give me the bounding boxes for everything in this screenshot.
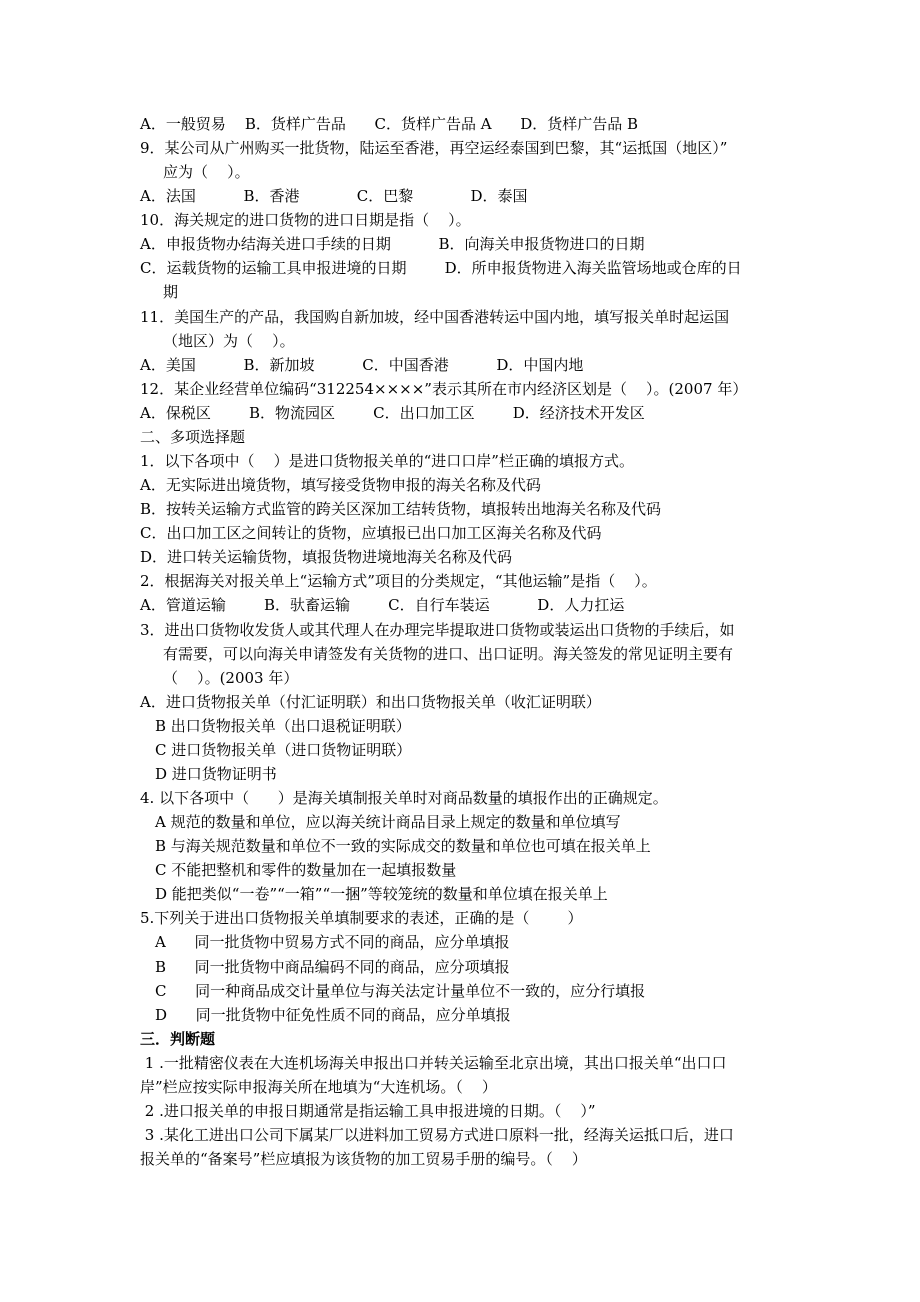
option-line: C 进口货物报关单（进口货物证明联） bbox=[155, 741, 412, 759]
question-line: 1 .一批精密仪表在大连机场海关申报出口并转关运输至北京出境，其出口报关单“出口口 bbox=[140, 1054, 727, 1072]
option-line: D 进口货物证明书 bbox=[155, 765, 277, 783]
question-line: （地区）为（ ）。 bbox=[163, 332, 295, 350]
option-line: A 规范的数量和单位，应以海关统计商品目录上规定的数量和单位填写 bbox=[155, 813, 621, 831]
question-line: 岸”栏应按实际申报海关所在地填为“大连机场。（ ） bbox=[140, 1078, 497, 1096]
option-line: C．运载货物的运输工具申报进境的日期 D．所申报货物进入海关监管场地或仓库的日 bbox=[140, 259, 742, 277]
question-line: 4. 以下各项中（ ）是海关填制报关单时对商品数量的填报作出的正确规定。 bbox=[140, 789, 668, 807]
option-line: A．法国 B．香港 C．巴黎 D．泰国 bbox=[140, 187, 528, 205]
question-line: 3 .某化工进出口公司下属某厂以进料加工贸易方式进口原料一批，经海关运抵口后，进口 bbox=[140, 1126, 734, 1144]
question-line: 应为（ ）。 bbox=[163, 163, 250, 181]
option-line: A．进口货物报关单（付汇证明联）和出口货物报关单（收汇证明联） bbox=[140, 693, 601, 711]
option-line: C．出口加工区之间转让的货物，应填报已出口加工区海关名称及代码 bbox=[140, 524, 602, 542]
question-line: 2 .进口报关单的申报日期通常是指运输工具申报进境的日期。（ ）” bbox=[140, 1102, 596, 1120]
question-line: （ ）。(2003 年） bbox=[163, 669, 299, 687]
option-line: A．一般贸易 B．货样广告品 C．货样广告品 A D．货样广告品 B bbox=[140, 115, 639, 133]
question-line: 5.下列关于进出口货物报关单填制要求的表述，正确的是（ ） bbox=[140, 909, 583, 927]
question-line: 10．海关规定的进口货物的进口日期是指（ ）。 bbox=[140, 211, 471, 229]
section-heading: 二、多项选择题 bbox=[140, 428, 246, 446]
option-line: D．进口转关运输货物，填报货物进境地海关名称及代码 bbox=[140, 548, 513, 566]
question-line: 9．某公司从广州购买一批货物，陆运至香港，再空运经泰国到巴黎，其“运抵国（地区）” bbox=[140, 139, 728, 157]
option-line: D 同一批货物中征免性质不同的商品，应分单填报 bbox=[155, 1006, 511, 1024]
option-line: C 同一种商品成交计量单位与海关法定计量单位不一致的，应分行填报 bbox=[155, 982, 646, 1000]
section-heading: 三．判断题 bbox=[140, 1030, 216, 1048]
option-line: C 不能把整机和零件的数量加在一起填报数量 bbox=[155, 861, 457, 879]
option-line: B．按转关运输方式监管的跨关区深加工结转货物，填报转出地海关名称及代码 bbox=[140, 500, 662, 518]
option-line: A 同一批货物中贸易方式不同的商品，应分单填报 bbox=[155, 933, 510, 951]
option-line: A．无实际进出境货物，填写接受货物申报的海关名称及代码 bbox=[140, 476, 541, 494]
option-line: A．美国 B．新加坡 C．中国香港 D．中国内地 bbox=[140, 356, 584, 374]
question-line: 12．某企业经营单位编码“312254××××”表示其所在市内经济区划是（ ）。(2007 年） bbox=[140, 380, 748, 398]
option-line: B 同一批货物中商品编码不同的商品，应分项填报 bbox=[155, 958, 510, 976]
question-line: 1．以下各项中（ ）是进口货物报关单的“进口口岸”栏正确的填报方式。 bbox=[140, 452, 634, 470]
option-line: B 出口货物报关单（出口退税证明联） bbox=[155, 717, 411, 735]
question-line: 2．根据海关对报关单上“运输方式”项目的分类规定，“其他运输”是指（ ）。 bbox=[140, 572, 657, 590]
option-line: A．保税区 B．物流园区 C．出口加工区 D．经济技术开发区 bbox=[140, 404, 645, 422]
question-line: 报关单的“备案号”栏应填报为该货物的加工贸易手册的编号。（ ） bbox=[140, 1150, 587, 1168]
option-line: A．管道运输 B．驮畜运输 C．自行车装运 D．人力扛运 bbox=[140, 596, 625, 614]
option-line: 期 bbox=[163, 283, 179, 301]
question-line: 3．进出口货物收发货人或其代理人在办理完毕提取进口货物或装运出口货物的手续后，如 bbox=[140, 621, 735, 639]
option-line: D 能把类似“一卷”“一箱”“一捆”等较笼统的数量和单位填在报关单上 bbox=[155, 885, 608, 903]
question-line: 11．美国生产的产品，我国购自新加坡，经中国香港转运中国内地，填写报关单时起运国 bbox=[140, 308, 730, 326]
option-line: A．申报货物办结海关进口手续的日期 B．向海关申报货物进口的日期 bbox=[140, 235, 645, 253]
question-line: 有需要，可以向海关申请签发有关货物的进口、出口证明。海关签发的常见证明主要有 bbox=[163, 645, 734, 663]
option-line: B 与海关规范数量和单位不一致的实际成交的数量和单位也可填在报关单上 bbox=[155, 837, 651, 855]
